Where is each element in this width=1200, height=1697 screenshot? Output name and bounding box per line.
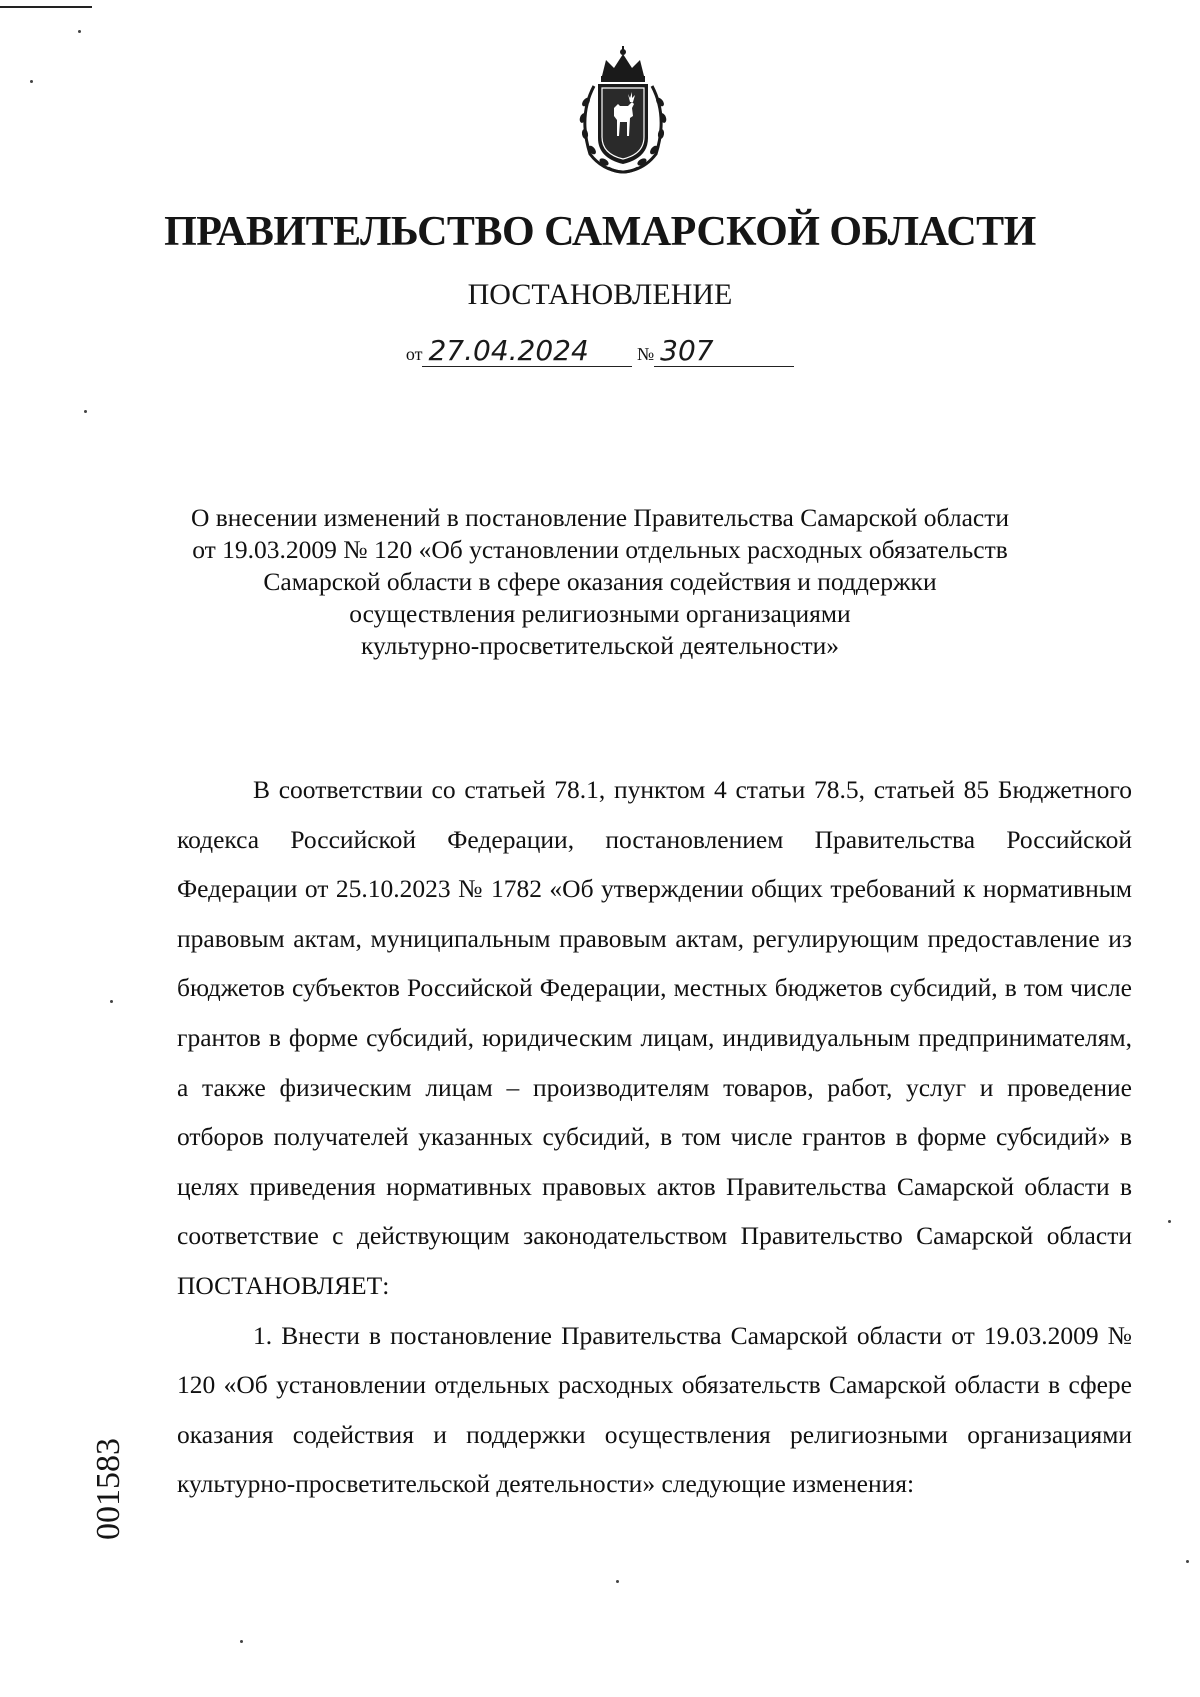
handwritten-number: 307 bbox=[654, 336, 794, 367]
scan-speck bbox=[84, 410, 87, 413]
scan-border-mark bbox=[0, 0, 92, 8]
scan-speck bbox=[616, 1580, 619, 1583]
scan-speck bbox=[110, 1000, 113, 1003]
scan-speck bbox=[240, 1640, 243, 1643]
handwritten-date: 27.04.2024 bbox=[422, 336, 632, 367]
subject-line: от 19.03.2009 № 120 «Об установлении отдельных расходных обязательств bbox=[192, 535, 1008, 564]
body-paragraph: В соответствии со статьей 78.1, пунктом 4 статьи 78.5, статьей 85 Бюджетного кодекса Российской Федерации, постановлением Правительства Российской Федерации от 25.10.2023 № 1782 «Об утверждении общих требований к нормативным правовым актам, муниципальным правовым актам, регулирующим предоставление из бюджетов субъектов Российской Федерации, местных бюджетов субсидий, в том числе грантов в форме субсидий, юридическим лицам, индивидуальным предпринимателям, а также физическим лицам – производителям товаров, работ, услуг и проведение отборов получателей указанных субсидий, в том числе грантов в форме субсидий» в целях приведения нормативных правовых актов Правительства Самарской области в соответствие с действующим законодательством Правительство Самарской области ПОСТАНОВЛЯЕТ: bbox=[177, 775, 1132, 1300]
document-subject bbox=[150, 502, 1050, 662]
document-type: ПОСТАНОВЛЕНИЕ bbox=[467, 278, 733, 311]
margin-serial-number: 001583 bbox=[90, 1438, 127, 1540]
body-paragraph: 1. Внести в постановление Правительства Самарской области от 19.03.2009 № 120 «Об установлении отдельных расходных обязательств Самарской области в сфере оказания содействия и поддержки осуществления религиозными организациями культурно-просветительской деятельности» следующие изменения: bbox=[177, 1320, 1132, 1499]
date-number-line bbox=[0, 336, 1200, 367]
number-label: № bbox=[636, 344, 655, 364]
date-prefix: от bbox=[405, 344, 423, 364]
organization-title: ПРАВИТЕЛЬСТВО САМАРСКОЙ ОБЛАСТИ bbox=[164, 209, 1036, 255]
subject-line: О внесении изменений в постановление Правительства Самарской области bbox=[190, 503, 1010, 532]
scan-speck bbox=[1168, 1220, 1171, 1223]
scan-speck bbox=[1186, 1560, 1189, 1563]
scan-speck bbox=[78, 30, 81, 33]
subject-line: Самарской области в сфере оказания содействия и поддержки bbox=[263, 567, 937, 596]
subject-line: осуществления религиозными организациями bbox=[349, 599, 851, 628]
document-body bbox=[177, 765, 1132, 1509]
coat-of-arms-icon bbox=[572, 46, 674, 178]
subject-line: культурно-просветительской деятельности» bbox=[360, 631, 840, 660]
scan-speck bbox=[30, 80, 33, 83]
